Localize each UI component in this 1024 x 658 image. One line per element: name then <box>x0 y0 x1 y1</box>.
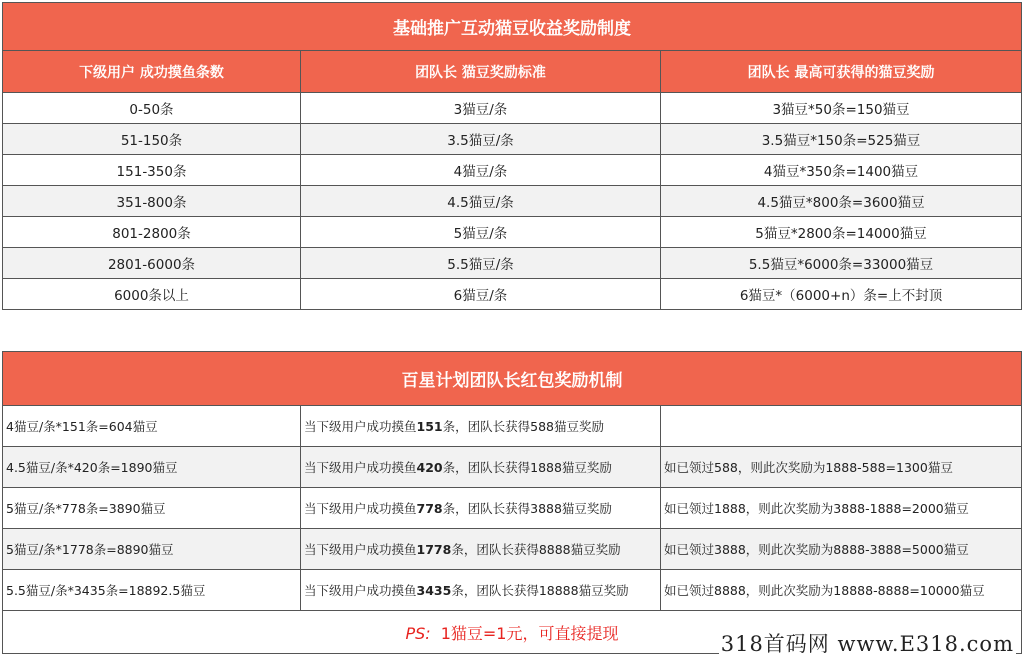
ps-label: PS: <box>405 623 431 643</box>
fish-count-cell: 51-150条 <box>3 124 301 155</box>
calc-cell: 5猫豆/条*1778条=8890猫豆 <box>3 529 301 570</box>
fish-count-cell: 801-2800条 <box>3 217 301 248</box>
condition-cell: 当下级用户成功摸鱼1778条，团队长获得8888猫豆奖励 <box>301 529 661 570</box>
max-reward-cell: 5.5猫豆*6000条=33000猫豆 <box>661 248 1022 279</box>
table-row <box>3 248 1022 279</box>
note-cell: 如已领过588，则此次奖励为1888-588=1300猫豆 <box>661 447 1022 488</box>
column-header-fish-count: 下级用户 成功摸鱼条数 <box>3 51 301 93</box>
note-cell: 如已领过3888，则此次奖励为8888-3888=5000猫豆 <box>661 529 1022 570</box>
condition-cell: 当下级用户成功摸鱼151条，团队长获得588猫豆奖励 <box>301 406 661 447</box>
calc-cell: 4猫豆/条*151条=604猫豆 <box>3 406 301 447</box>
table-title: 百星计划团队长红包奖励机制 <box>3 352 1022 406</box>
reward-rate-cell: 3.5猫豆/条 <box>301 124 661 155</box>
fish-count-cell: 2801-6000条 <box>3 248 301 279</box>
fish-count-cell: 6000条以上 <box>3 279 301 310</box>
max-reward-cell: 3猫豆*50条=150猫豆 <box>661 93 1022 124</box>
reward-rate-cell: 5.5猫豆/条 <box>301 248 661 279</box>
note-cell: 如已领过1888，则此次奖励为3888-1888=2000猫豆 <box>661 488 1022 529</box>
max-reward-cell: 6猫豆*（6000+n）条=上不封顶 <box>661 279 1022 310</box>
site-watermark: 318首码网 www.E318.com <box>719 628 1016 658</box>
condition-cell: 当下级用户成功摸鱼778条，团队长获得3888猫豆奖励 <box>301 488 661 529</box>
table-row <box>3 93 1022 124</box>
note-cell <box>661 406 1022 447</box>
red-packet-reward-table <box>2 351 1022 654</box>
max-reward-cell: 5猫豆*2800条=14000猫豆 <box>661 217 1022 248</box>
max-reward-cell: 4猫豆*350条=1400猫豆 <box>661 155 1022 186</box>
table-title: 基础推广互动猫豆收益奖励制度 <box>3 3 1022 51</box>
fish-count-cell: 0-50条 <box>3 93 301 124</box>
table-row <box>3 155 1022 186</box>
calc-cell: 4.5猫豆/条*420条=1890猫豆 <box>3 447 301 488</box>
table-row <box>3 406 1022 447</box>
reward-rate-cell: 4.5猫豆/条 <box>301 186 661 217</box>
table-row <box>3 124 1022 155</box>
table-row <box>3 570 1022 611</box>
reward-rate-cell: 3猫豆/条 <box>301 93 661 124</box>
table-row <box>3 488 1022 529</box>
table-row <box>3 279 1022 310</box>
calc-cell: 5.5猫豆/条*3435条=18892.5猫豆 <box>3 570 301 611</box>
condition-cell: 当下级用户成功摸鱼420条，团队长获得1888猫豆奖励 <box>301 447 661 488</box>
condition-cell: 当下级用户成功摸鱼3435条，团队长获得18888猫豆奖励 <box>301 570 661 611</box>
table-row <box>3 217 1022 248</box>
column-header-max-reward: 团队长 最高可获得的猫豆奖励 <box>661 51 1022 93</box>
basic-reward-table <box>2 2 1022 310</box>
table-row <box>3 186 1022 217</box>
ps-text: 1猫豆=1元，可直接提现 <box>440 623 619 643</box>
fish-count-cell: 351-800条 <box>3 186 301 217</box>
table-row <box>3 447 1022 488</box>
table-row <box>3 529 1022 570</box>
note-cell: 如已领过8888，则此次奖励为18888-8888=10000猫豆 <box>661 570 1022 611</box>
column-header-reward-rate: 团队长 猫豆奖励标准 <box>301 51 661 93</box>
reward-rate-cell: 5猫豆/条 <box>301 217 661 248</box>
max-reward-cell: 3.5猫豆*150条=525猫豆 <box>661 124 1022 155</box>
max-reward-cell: 4.5猫豆*800条=3600猫豆 <box>661 186 1022 217</box>
calc-cell: 5猫豆/条*778条=3890猫豆 <box>3 488 301 529</box>
fish-count-cell: 151-350条 <box>3 155 301 186</box>
reward-rate-cell: 4猫豆/条 <box>301 155 661 186</box>
reward-rate-cell: 6猫豆/条 <box>301 279 661 310</box>
